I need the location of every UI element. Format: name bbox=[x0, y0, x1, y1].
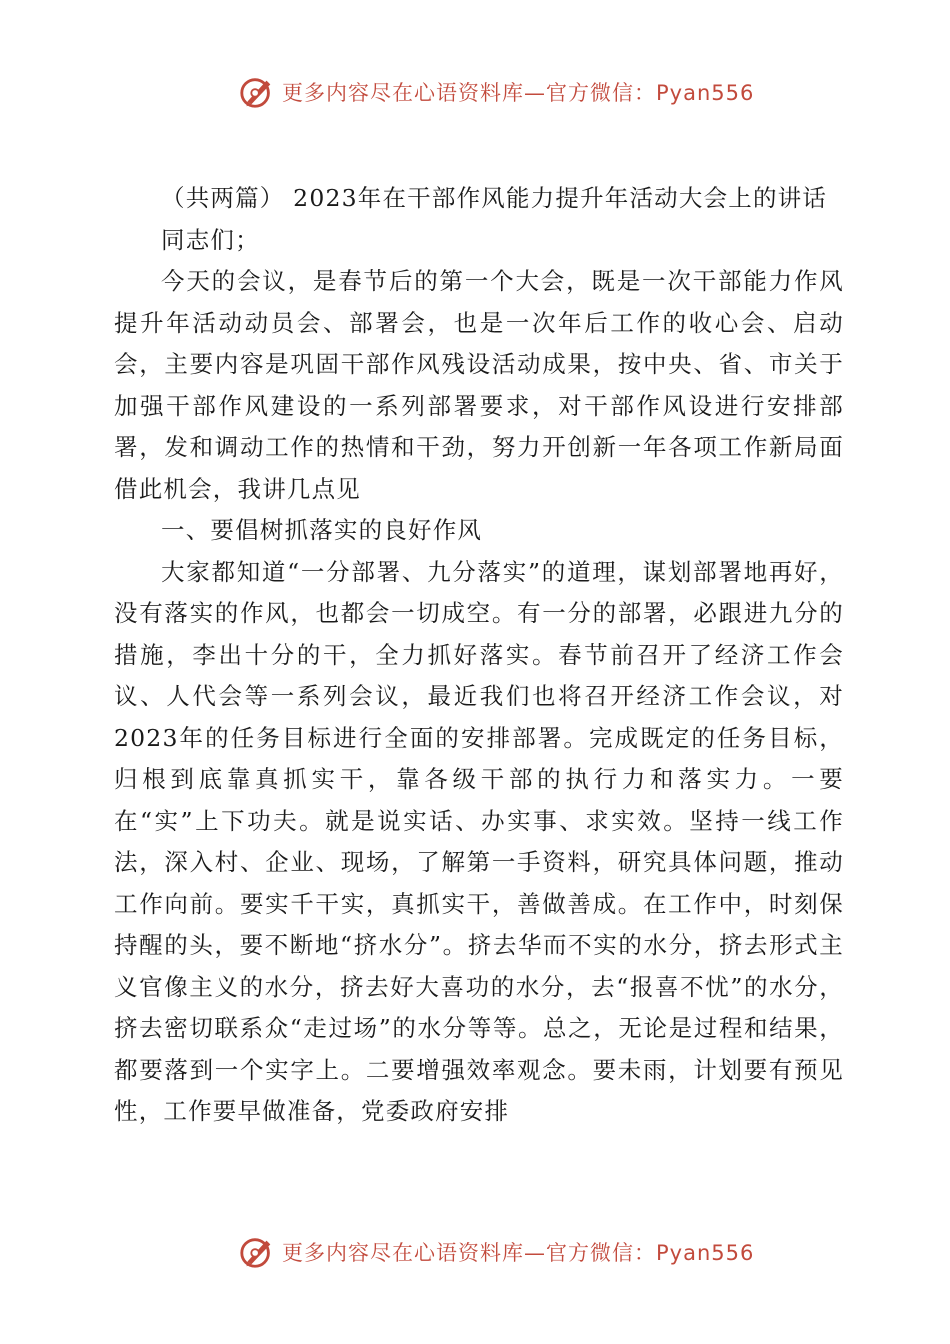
paragraph-intro: 今天的会议，是春节后的第一个大会，既是一次干部能力作风提升年活动动员会、部署会，也是一次年后工作的收心会、启动会，主要内容是巩固干部作风残设活动成果，按中央、省、市关于加强干部作风建设的一系列部署要求，对干部作风设进行安排部署，发和调动工作的热情和干劲，努力开创新一年各项工作新局面借此机会，我讲几点见 bbox=[114, 267, 844, 503]
document-title: （共两篇） 2023年在干部作风能力提升年活动大会上的讲话 bbox=[161, 184, 828, 212]
document-body bbox=[114, 178, 844, 1133]
watermark-banner-bottom bbox=[238, 1232, 758, 1272]
pen-nib-circle-icon bbox=[238, 73, 276, 111]
section-heading-1: 一、要倡树抓落实的良好作风 bbox=[161, 516, 483, 544]
watermark-text: 更多内容尽在心语资料库—官方微信：Pyan556 bbox=[282, 1241, 755, 1265]
pen-nib-circle-icon bbox=[238, 1233, 276, 1271]
salutation: 同志们； bbox=[161, 225, 260, 254]
watermark-banner-top bbox=[238, 72, 758, 112]
paragraph-body: 大家都知道“一分部署、九分落实”的道理，谋划部署地再好，没有落实的作风，也都会一切成空。有一分的部署，必跟进九分的措施，李出十分的干，全力抓好落实。春节前召开了经济工作会议、人代会等一系列会议，最近我们也将召开经济工作会议，对2023年的任务目标进行全面的安排部署。完成既定的任务目标，归根到底靠真抓实干，靠各级干部的执行力和落实力。一要在“实”上下功夫。就是说实话、办实事、求实效。坚持一线工作法，深入村、企业、现场，了解第一手资料，研究具体问题，推动工作向前。要实千干实，真抓实干，善做善成。在工作中，时刻保持醒的头，要不断地“挤水分”。挤去华而不实的水分，挤去形式主义官像主义的水分，挤去好大喜功的水分，去“报喜不忧”的水分，挤去密切联系众“走过场”的水分等等。总之，无论是过程和结果，都要落到一个实字上。二要增强效率观念。要未雨，计划要有预见性，工作要早做准备，党委政府安排 bbox=[114, 557, 844, 1125]
watermark-text: 更多内容尽在心语资料库—官方微信：Pyan556 bbox=[282, 81, 755, 105]
